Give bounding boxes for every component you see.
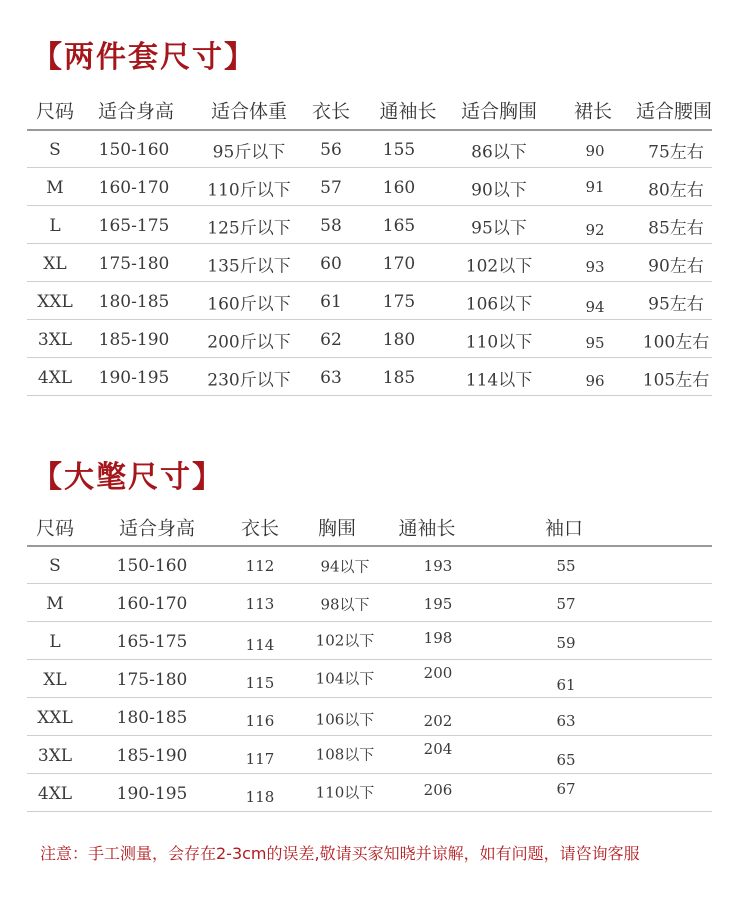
row-divider <box>27 243 712 244</box>
row-divider <box>27 773 712 774</box>
table-cell: 155 <box>382 140 416 160</box>
table-cell: 135斤以下 <box>207 256 291 277</box>
table-cell: 125斤以下 <box>207 218 291 239</box>
table-cell: 150-160 <box>116 556 188 576</box>
table-cell: 62 <box>320 330 342 350</box>
table-cell: 198 <box>423 629 453 647</box>
table-cell: 94以下 <box>320 557 370 576</box>
table-cell: 202 <box>423 712 453 730</box>
table-cell: 180 <box>382 330 416 350</box>
table-cell: 4XL <box>37 784 73 804</box>
table-cell: 90 <box>585 142 605 160</box>
table-cell: XXL <box>37 708 73 728</box>
table-cell: 61 <box>320 292 342 312</box>
table-cell: 160 <box>382 178 416 198</box>
table-cell: 150-160 <box>98 140 170 160</box>
column-header: 适合体重 <box>210 100 288 123</box>
table-cell: 110斤以下 <box>207 180 291 201</box>
table-cell: 206 <box>423 781 453 799</box>
row-divider <box>27 583 712 584</box>
row-divider <box>27 811 712 812</box>
table-cell: 94 <box>585 298 605 316</box>
table-cell: 118 <box>245 788 275 806</box>
table-cell: 114以下 <box>465 370 533 391</box>
table-cell: 106以下 <box>315 710 375 729</box>
table-cell: 85左右 <box>648 218 704 239</box>
table-cell: 63 <box>320 368 342 388</box>
table-cell: 190-195 <box>116 784 188 804</box>
table-cell: 230斤以下 <box>207 370 291 391</box>
table-cell: 160斤以下 <box>207 294 291 315</box>
table-cell: 108以下 <box>315 745 375 764</box>
table-cell: 185-190 <box>116 746 188 766</box>
table-cell: 65 <box>556 751 576 769</box>
table-cell: 3XL <box>37 330 73 350</box>
table-cell: 100左右 <box>642 332 710 353</box>
table-cell: 91 <box>585 178 605 196</box>
table-cell: 86以下 <box>471 142 527 163</box>
table-cell: M <box>46 594 64 614</box>
table-cell: 190-195 <box>98 368 170 388</box>
table-cell: 165 <box>382 216 416 236</box>
column-header: 裙长 <box>573 100 613 123</box>
table-cell: 175-180 <box>98 254 170 274</box>
table-cell: 92 <box>585 221 605 239</box>
table-cell: 160-170 <box>98 178 170 198</box>
table-cell: 165-175 <box>98 216 170 236</box>
column-header: 适合身高 <box>97 100 175 123</box>
row-divider <box>27 621 712 622</box>
column-header: 袖口 <box>544 517 584 540</box>
table-cell: 63 <box>556 712 576 730</box>
table-cell: M <box>46 178 64 198</box>
table-cell: 102以下 <box>465 256 533 277</box>
table-cell: 96 <box>585 372 605 390</box>
table-cell: 57 <box>320 178 342 198</box>
table-cell: 60 <box>320 254 342 274</box>
table-cell: 67 <box>556 780 576 798</box>
table-cell: 175-180 <box>116 670 188 690</box>
table-cell: 104以下 <box>315 669 375 688</box>
table-cell: 95 <box>585 334 605 352</box>
row-divider <box>27 319 712 320</box>
table-cell: 95左右 <box>648 294 704 315</box>
row-divider <box>27 659 712 660</box>
table-cell: 112 <box>245 557 275 575</box>
table-cell: XXL <box>37 292 73 312</box>
column-header: 尺码 <box>35 517 75 540</box>
table-cell: 93 <box>585 258 605 276</box>
column-header: 适合身高 <box>118 517 196 540</box>
table-cell: 102以下 <box>315 631 375 650</box>
table-cell: 116 <box>245 712 275 730</box>
column-header: 衣长 <box>240 517 280 540</box>
table-cell: 113 <box>245 595 275 613</box>
table-cell: 105左右 <box>642 370 710 391</box>
table-cell: 90以下 <box>471 180 527 201</box>
table-cell: 59 <box>556 634 576 652</box>
table-cell: 58 <box>320 216 342 236</box>
table-cell: L <box>49 632 61 652</box>
table-cell: 204 <box>423 740 453 758</box>
table-cell: 56 <box>320 140 342 160</box>
row-divider <box>27 205 712 206</box>
table-cell: 180-185 <box>116 708 188 728</box>
table-cell: 175 <box>382 292 416 312</box>
table-cell: 80左右 <box>648 180 704 201</box>
measurement-note: 注意：手工测量，会存在2-3cm的误差,敬请买家知晓并谅解，如有问题，请咨询客服 <box>40 844 640 863</box>
header-divider <box>27 129 712 131</box>
row-divider <box>27 395 712 396</box>
column-header: 衣长 <box>311 100 351 123</box>
column-header: 尺码 <box>35 100 75 123</box>
table-cell: 185-190 <box>98 330 170 350</box>
table-cell: 195 <box>423 595 453 613</box>
table-cell: 57 <box>556 595 576 613</box>
table-cell: 160-170 <box>116 594 188 614</box>
table-cell: 55 <box>556 557 576 575</box>
two-piece-size-title: 【两件套尺寸】 <box>32 40 256 75</box>
table-cell: 90左右 <box>648 256 704 277</box>
row-divider <box>27 697 712 698</box>
table-cell: 110以下 <box>315 783 375 802</box>
table-cell: 95斤以下 <box>212 142 286 163</box>
table-cell: 200 <box>423 664 453 682</box>
table-cell: 185 <box>382 368 416 388</box>
table-cell: S <box>49 140 61 160</box>
column-header: 通袖长 <box>379 100 437 123</box>
table-cell: 165-175 <box>116 632 188 652</box>
table-cell: 106以下 <box>465 294 533 315</box>
table-cell: 3XL <box>37 746 73 766</box>
table-cell: XL <box>43 254 67 274</box>
row-divider <box>27 167 712 168</box>
table-cell: 170 <box>382 254 416 274</box>
table-cell: 193 <box>423 557 453 575</box>
table-cell: 110以下 <box>465 332 533 353</box>
column-header: 胸围 <box>317 517 357 540</box>
table-cell: L <box>49 216 61 236</box>
cloak-size-title: 【大氅尺寸】 <box>32 460 224 495</box>
table-cell: 180-185 <box>98 292 170 312</box>
table-cell: 75左右 <box>648 142 704 163</box>
table-cell: S <box>49 556 61 576</box>
table-cell: 95以下 <box>471 218 527 239</box>
table-cell: 117 <box>245 750 275 768</box>
row-divider <box>27 357 712 358</box>
column-header: 适合腰围 <box>635 100 713 123</box>
table-cell: XL <box>43 670 67 690</box>
table-cell: 200斤以下 <box>207 332 291 353</box>
table-cell: 61 <box>556 676 576 694</box>
table-cell: 98以下 <box>320 595 370 614</box>
header-divider <box>27 545 712 547</box>
column-header: 通袖长 <box>398 517 456 540</box>
column-header: 适合胸围 <box>460 100 538 123</box>
table-cell: 114 <box>245 636 275 654</box>
table-cell: 4XL <box>37 368 73 388</box>
table-cell: 115 <box>245 674 275 692</box>
row-divider <box>27 281 712 282</box>
row-divider <box>27 735 712 736</box>
